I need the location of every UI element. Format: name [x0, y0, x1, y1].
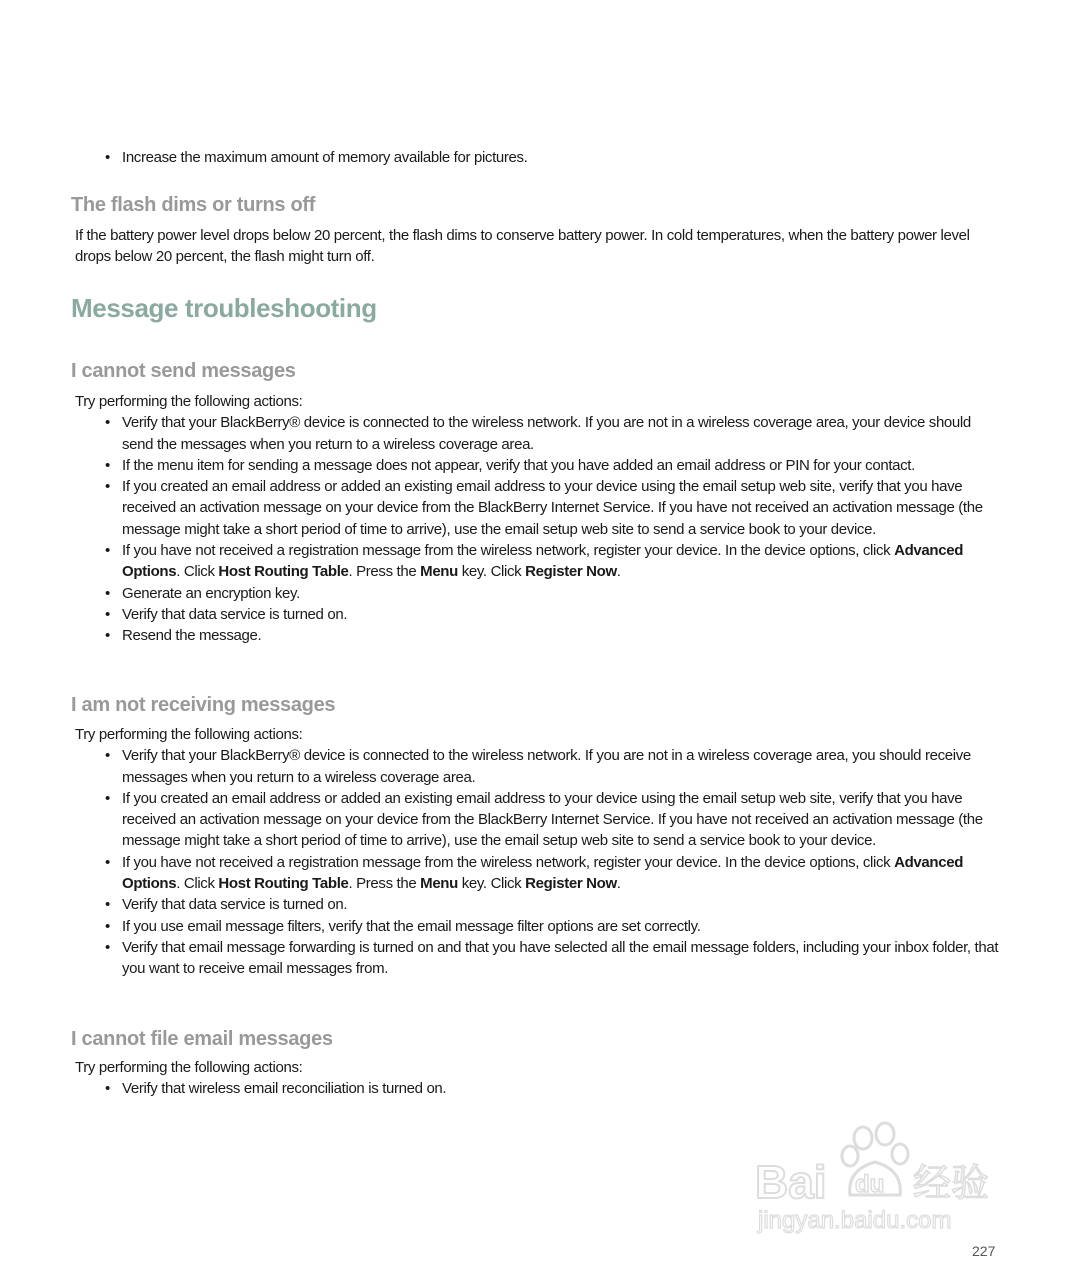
list-item: • Verify that data service is turned on.: [122, 604, 1002, 625]
svg-text:jingyan.baidu.com: jingyan.baidu.com: [758, 1207, 952, 1234]
flash-heading: The flash dims or turns off: [71, 194, 316, 216]
file-intro: Try performing the following actions:: [75, 1059, 303, 1076]
list-item: • Verify that your BlackBerry® device is connected to the wireless network. If you are not in a wireless coverage area, your device should send the messages when you return to a wireless coverage area.: [122, 412, 1002, 455]
send-heading: I cannot send messages: [71, 360, 296, 382]
baidu-paw-logo-icon: [755, 1120, 1005, 1235]
list-item: • Increase the maximum amount of memory available for pictures.: [122, 147, 1002, 168]
flash-text: If the battery power level drops below 20 percent, the flash dims to conserve battery power. In cold temperatures, when the battery power level drops below 20 percent, the flash might turn off.: [75, 227, 970, 266]
receive-heading: I am not receiving messages: [71, 694, 336, 716]
list-item: • Verify that data service is turned on.: [122, 894, 1002, 915]
list-item: • Resend the message.: [122, 625, 1002, 646]
list-item: • If the menu item for sending a message does not appear, verify that you have added an email address or PIN for your contact.: [122, 455, 1002, 476]
send-intro: Try performing the following actions:: [75, 393, 303, 410]
file-heading: I cannot file email messages: [71, 1028, 333, 1050]
list-item: • Verify that your BlackBerry® device is connected to the wireless network. If you are not in a wireless coverage area, you should receive messages when you return to a wireless coverage area.: [122, 745, 1002, 788]
section-title: Message troubleshooting: [71, 293, 377, 323]
intro-list: [0, 147, 1066, 168]
send-section: [0, 391, 1066, 647]
list-item: • If you created an email address or added an existing email address to your device using the email setup web site, verify that you have received an activation message on your device from the BlackBerry Internet Service. If you have not received an activation message (the message might take a short period of time to arrive), use the email setup web site to send a service book to your device.: [122, 476, 1002, 540]
list-item: • Verify that wireless email reconciliation is turned on.: [122, 1078, 1002, 1099]
list-item: • If you have not received a registration message from the wireless network, register your device. In the device options, click Advanced Options. Click Host Routing Table. Press the Menu key. Click Register Now.: [122, 540, 1002, 583]
page-number: 227: [972, 1243, 996, 1259]
list-item: • If you created an email address or added an existing email address to your device using the email setup web site, verify that you have received an activation message on your device from the BlackBerry Internet Service. If you have not received an activation message (the message might take a short period of time to arrive), use the email setup web site to send a service book to your device.: [122, 788, 1002, 852]
receive-section: [0, 724, 1066, 980]
list-item: • If you use email message filters, verify that the email message filter options are set correctly.: [122, 916, 1002, 937]
list-item: • Verify that email message forwarding is turned on and that you have selected all the email message folders, including your inbox folder, that you want to receive email messages from.: [122, 937, 1002, 980]
svg-text:Bai: Bai: [755, 1156, 827, 1208]
svg-text:du: du: [855, 1171, 885, 1198]
list-item: • Generate an encryption key.: [122, 583, 1002, 604]
baidu-watermark: [755, 1120, 1005, 1240]
file-section: [0, 1057, 1066, 1100]
svg-text:经验: 经验: [913, 1161, 990, 1205]
list-item: • If you have not received a registration message from the wireless network, register your device. In the device options, click Advanced Options. Click Host Routing Table. Press the Menu key. Click Register Now.: [122, 852, 1002, 895]
receive-intro: Try performing the following actions:: [75, 726, 303, 743]
